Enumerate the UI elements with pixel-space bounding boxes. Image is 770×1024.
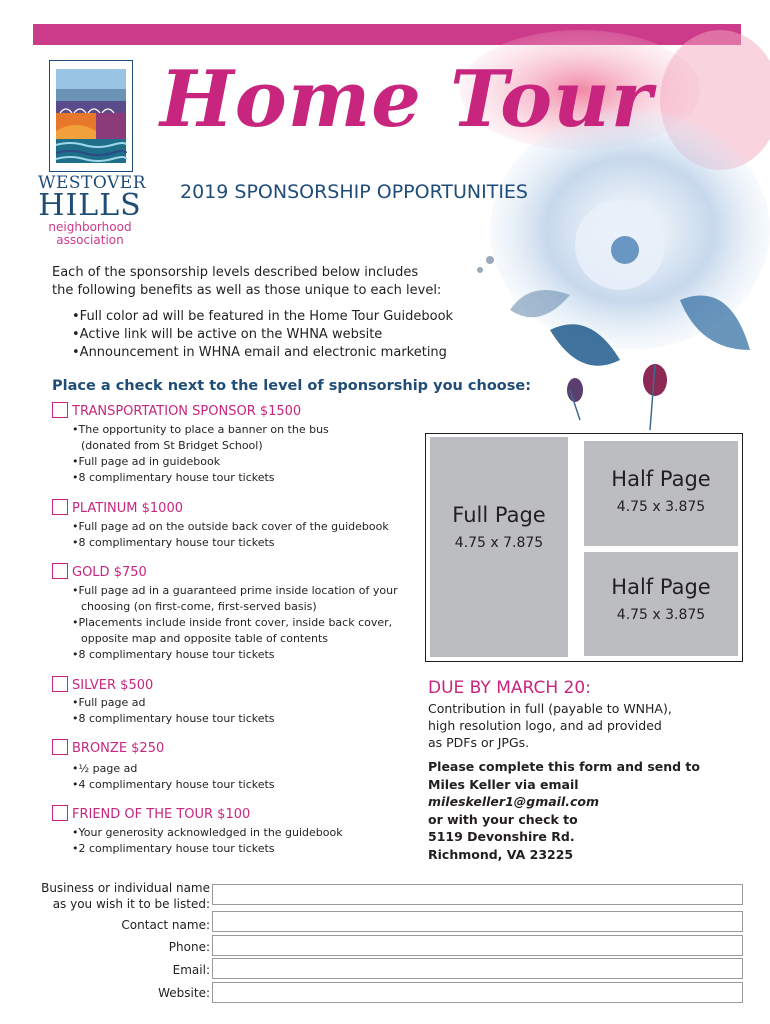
- logo-illustration-icon: [50, 61, 132, 171]
- half-page-title: Half Page: [611, 575, 711, 599]
- benefits-list: [72, 308, 472, 362]
- checkbox-bronze[interactable]: [52, 739, 68, 755]
- half-page-dimensions: 4.75 x 3.875: [616, 499, 706, 515]
- phone-field[interactable]: [212, 935, 743, 956]
- level-platinum: PLATINUM $1000: [52, 499, 183, 518]
- checkbox-transportation[interactable]: [52, 402, 68, 418]
- checkbox-platinum[interactable]: [52, 499, 68, 515]
- page-subtitle: 2019 SPONSORSHIP OPPORTUNITIES: [180, 181, 528, 203]
- logo-neighborhood-text: neighborhood association: [48, 220, 132, 247]
- full-page-title: Full Page: [452, 503, 546, 527]
- level-friend-details: • Your generosity acknowledged in the guidebook • 2 complimentary house tour tickets: [72, 825, 343, 857]
- checkbox-silver[interactable]: [52, 676, 68, 692]
- full-page-dimensions: 4.75 x 7.875: [454, 535, 544, 551]
- level-transportation-details: • The opportunity to place a banner on the bus (donated from St Bridget School) • Full page ad in guidebook • 8 complimentary house tour tickets: [72, 422, 329, 486]
- list-item: • Active link will be active on the WHNA website: [72, 326, 472, 344]
- half-page-ad-box-top: [584, 441, 738, 546]
- half-page-title: Half Page: [611, 467, 711, 491]
- level-gold: GOLD $750: [52, 563, 147, 582]
- email-label: Email:: [172, 963, 210, 977]
- level-silver: SILVER $500: [52, 676, 153, 695]
- due-details: Contribution in full (payable to WNHA), high resolution logo, and ad provided as PDFs or JPGs.: [428, 701, 672, 750]
- level-friend: FRIEND OF THE TOUR $100: [52, 805, 250, 824]
- intro-text: Each of the sponsorship levels described below includes the following benefits as well as those unique to each level:: [52, 265, 442, 298]
- level-silver-details: • Full page ad • 8 complimentary house tour tickets: [72, 695, 275, 727]
- logo-hills-text: HILLS: [38, 188, 142, 223]
- business-name-label: Business or individual name as you wish it to be listed:: [41, 881, 210, 911]
- business-name-field[interactable]: [212, 884, 743, 905]
- list-item: • Announcement in WHNA email and electronic marketing: [72, 344, 472, 362]
- level-bronze: BRONZE $250: [52, 739, 164, 758]
- instructions-heading: Place a check next to the level of sponsorship you choose:: [52, 378, 532, 394]
- due-date-heading: DUE BY MARCH 20:: [428, 678, 591, 698]
- email-field[interactable]: [212, 958, 743, 979]
- westover-hills-logo: [49, 60, 133, 172]
- level-gold-details: • Full page ad in a guaranteed prime inside location of your choosing (on first-come, first-served basis) • Placements include inside front cover, inside back cover, opposite map and opposite table of contents • 8 complimentary house tour tickets: [72, 583, 398, 663]
- website-field[interactable]: [212, 982, 743, 1003]
- website-label: Website:: [158, 986, 210, 1000]
- page-title: Home Tour: [160, 54, 653, 145]
- half-page-ad-box-bottom: [584, 552, 738, 656]
- half-page-dimensions: 4.75 x 3.875: [616, 607, 706, 623]
- list-item: • Full color ad will be featured in the Home Tour Guidebook: [72, 308, 472, 326]
- send-instructions: Please complete this form and send to Miles Keller via email mileskeller1@gmail.com or with your check to 5119 Devonshire Rd. Richmond, VA 23225: [428, 758, 738, 863]
- level-transportation: TRANSPORTATION SPONSOR $1500: [52, 402, 301, 421]
- contact-email-link[interactable]: mileskeller1@gmail.com: [428, 794, 600, 809]
- contact-name-field[interactable]: [212, 911, 743, 932]
- checkbox-friend[interactable]: [52, 805, 68, 821]
- logo-westover-text: WESTOVER: [38, 173, 146, 193]
- level-bronze-details: • ½ page ad • 4 complimentary house tour tickets: [72, 761, 275, 793]
- phone-label: Phone:: [168, 940, 210, 954]
- checkbox-gold[interactable]: [52, 563, 68, 579]
- contact-name-label: Contact name:: [121, 918, 210, 932]
- full-page-ad-box: [430, 437, 568, 657]
- level-platinum-details: • Full page ad on the outside back cover of the guidebook • 8 complimentary house tour tickets: [72, 519, 389, 551]
